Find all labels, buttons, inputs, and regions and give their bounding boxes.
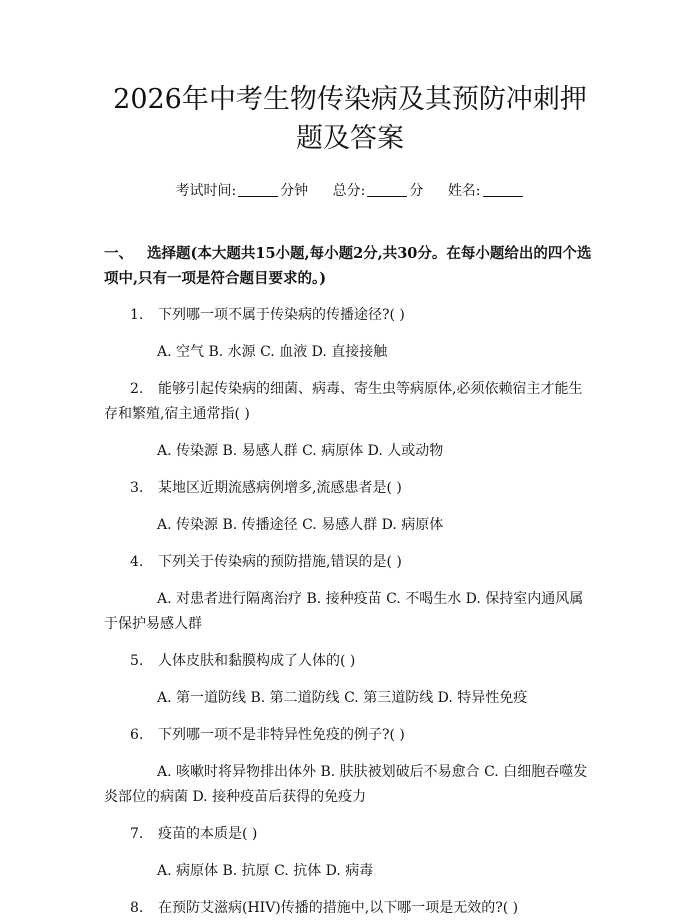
page-title: 2026年中考生物传染病及其预防冲刺押题及答案 (113, 84, 587, 154)
name-label: 姓名: (447, 183, 481, 199)
question (104, 723, 596, 748)
exam-meta (104, 181, 596, 201)
question-list (104, 303, 596, 921)
question-options: A. 空气 B. 水源 C. 血液 D. 直接接触 (157, 344, 388, 360)
question (104, 649, 596, 674)
student-name (448, 181, 525, 201)
exam-time (175, 181, 308, 201)
question-options: A. 第一道防线 B. 第二道防线 C. 第三道防线 D. 特异性免疫 (157, 690, 528, 706)
question-number: 8. (130, 900, 144, 916)
time-label: 考试时间: (175, 183, 237, 199)
question-text: 下列关于传染病的预防措施,错误的是( ) (158, 554, 402, 570)
score-unit: 分 (409, 183, 424, 199)
question-text: 某地区近期流感病例增多,流感患者是( ) (158, 480, 402, 496)
question (104, 896, 596, 921)
question-options: A. 咳嗽时将异物排出体外 B. 肤肤被划破后不易愈合 C. 白细胞吞噬发炎部位的病菌 D. 接种疫苗后获得的免疫力 (104, 764, 588, 805)
question-number: 5. (130, 653, 144, 669)
total-score (333, 181, 424, 201)
score-label: 总分: (332, 183, 366, 199)
question-number: 2. (130, 381, 144, 397)
question-number: 7. (130, 826, 144, 842)
time-unit: 分钟 (280, 183, 309, 199)
question (104, 303, 596, 328)
question (104, 822, 596, 847)
section-heading (104, 241, 596, 291)
question-options: A. 对患者进行隔离治疗 B. 接种疫苗 C. 不喝生水 D. 保持室内通风属于保护易感人群 (104, 591, 584, 632)
question-number: 1. (130, 307, 144, 323)
question-text: 人体皮肤和黏膜构成了人体的( ) (158, 653, 356, 669)
question-options: A. 病原体 B. 抗原 C. 抗体 D. 病毒 (157, 863, 374, 879)
question-text: 能够引起传染病的细菌、病毒、寄生虫等病原体,必须依赖宿主才能生存和繁殖,宿主通常指( ) (104, 381, 583, 422)
question-number: 6. (130, 727, 144, 743)
section-number: 一、 (104, 245, 133, 262)
question (104, 476, 596, 501)
question (104, 550, 596, 575)
question-options: A. 传染源 B. 易感人群 C. 病原体 D. 人或动物 (157, 443, 444, 459)
question-text: 在预防艾滋病(HIV)传播的措施中,以下哪一项是无效的?( ) (158, 900, 519, 916)
name-blank (483, 182, 523, 197)
question (104, 377, 596, 427)
section-text: 选择题(本大题共15小题,每小题2分,共30分。在每小题给出的四个选项中,只有一项是符合题目要求的。) (104, 245, 592, 287)
question-text: 下列哪一项不属于传染病的传播途径?( ) (158, 307, 405, 323)
question-text: 下列哪一项不是非特异性免疫的例子?( ) (158, 727, 405, 743)
question-number: 3. (130, 480, 144, 496)
score-blank (367, 182, 407, 197)
time-blank (238, 182, 278, 197)
question-options: A. 传染源 B. 传播途径 C. 易感人群 D. 病原体 (157, 517, 444, 533)
question-number: 4. (130, 554, 144, 570)
question-text: 疫苗的本质是( ) (158, 826, 258, 842)
